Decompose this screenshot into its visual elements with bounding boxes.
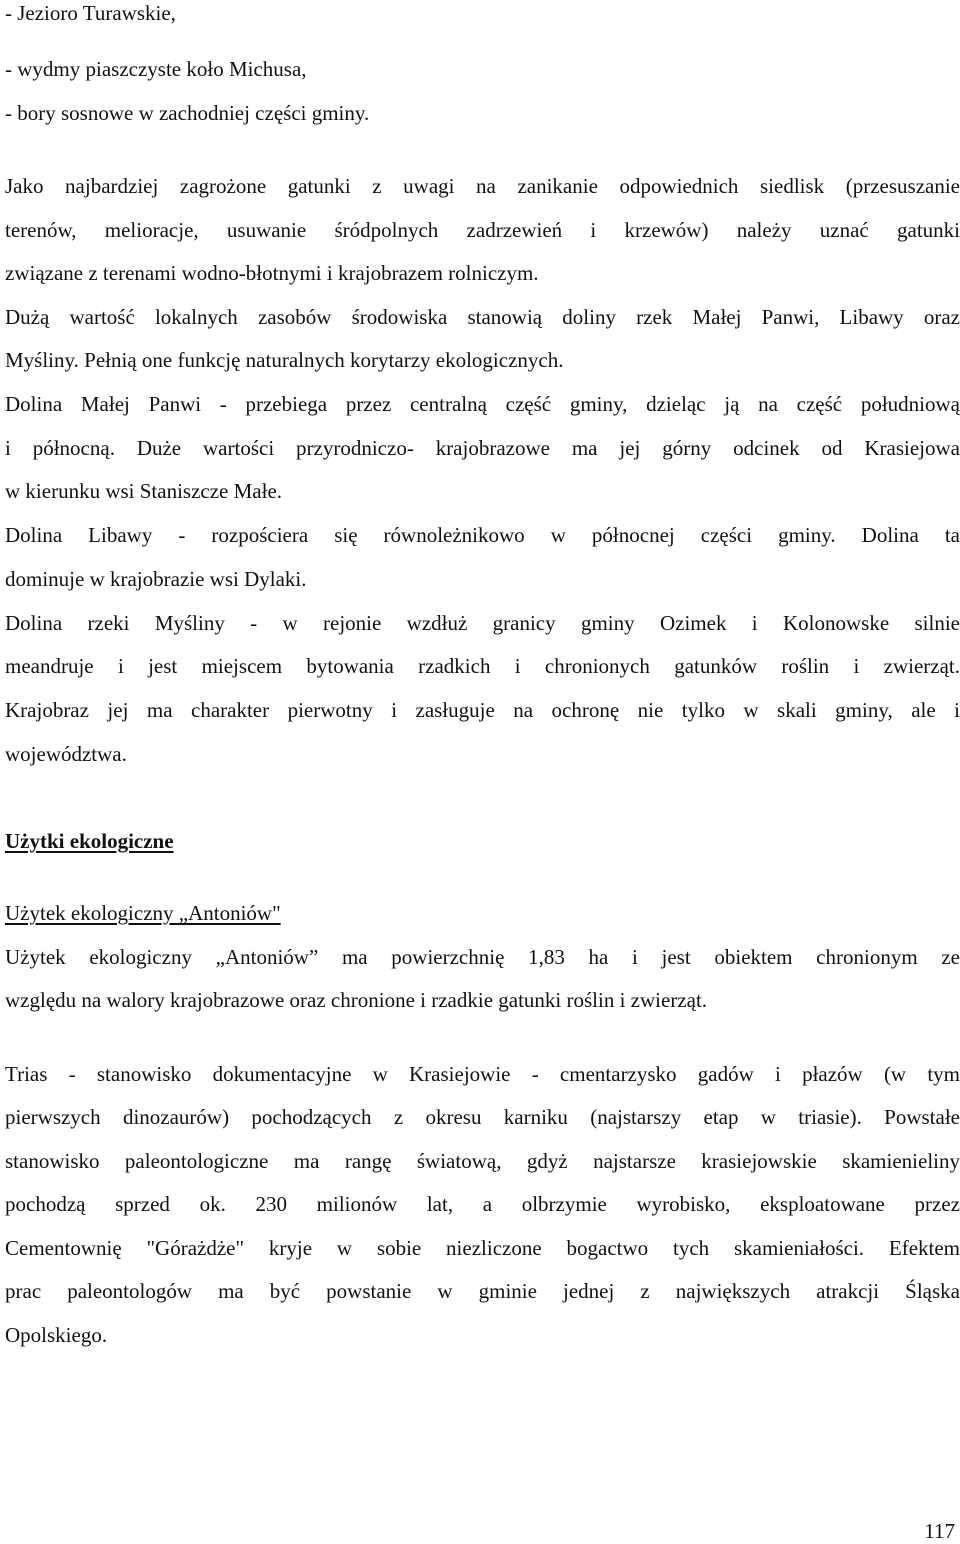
paragraph-line: w kierunku wsi Staniszcze Małe. [5, 479, 283, 503]
paragraph-line: i północną. Duże wartości przyrodniczo- krajobrazowe ma jej górny odcinek od Krasiejowa [5, 436, 960, 460]
paragraph-line: Trias - stanowisko dokumentacyjne w Krasiejowie - cmentarzysko gadów i płazów (w tym [5, 1062, 960, 1086]
subsection-heading: Użytek ekologiczny „Antoniów" [5, 901, 281, 925]
paragraph-line: Dużą wartość lokalnych zasobów środowiska stanowią doliny rzek Małej Panwi, Libawy oraz [5, 305, 960, 329]
paragraph-line: meandruje i jest miejscem bytowania rzadkich i chronionych gatunków roślin i zwierząt. [5, 654, 960, 678]
paragraph-line: pochodzą sprzed ok. 230 milionów lat, a olbrzymie wyrobisko, eksploatowane przez [5, 1192, 960, 1216]
paragraph-line: stanowisko paleontologiczne ma rangę światową, gdyż najstarsze krasiejowskie skamienieliny [5, 1149, 960, 1173]
paragraph-line: pierwszych dinozaurów) pochodzących z okresu karniku (najstarszy etap w triasie). Powstałe [5, 1105, 960, 1129]
list-item: - bory sosnowe w zachodniej części gminy. [5, 101, 370, 125]
paragraph-line: Cementownię "Górażdże" kryje w sobie niezliczone bogactwo tych skamieniałości. Efektem [5, 1236, 960, 1260]
page-number: 117 [924, 1519, 955, 1543]
paragraph-line: Krajobraz jej ma charakter pierwotny i zasługuje na ochronę nie tylko w skali gminy, ale i [5, 698, 960, 722]
paragraph-line: Opolskiego. [5, 1323, 108, 1347]
paragraph-line: Jako najbardziej zagrożone gatunki z uwagi na zanikanie odpowiednich siedlisk (przesuszanie [5, 174, 960, 198]
paragraph-line: terenów, melioracje, usuwanie śródpolnych zadrzewień i krzewów) należy uznać gatunki [5, 218, 960, 242]
paragraph-line: związane z terenami wodno-błotnymi i krajobrazem rolniczym. [5, 261, 539, 285]
paragraph-line: prac paleontologów ma być powstanie w gminie jednej z największych atrakcji Śląska [5, 1279, 960, 1303]
paragraph-line: Użytek ekologiczny „Antoniów” ma powierzchnię 1,83 ha i jest obiektem chronionym ze [5, 945, 960, 969]
paragraph-line: Dolina Małej Panwi - przebiega przez centralną część gminy, dzieląc ją na część południową [5, 392, 960, 416]
paragraph-line: dominuje w krajobrazie wsi Dylaki. [5, 567, 307, 591]
section-heading: Użytki ekologiczne [5, 829, 174, 853]
paragraph-line: względu na walory krajobrazowe oraz chronione i rzadkie gatunki roślin i zwierząt. [5, 988, 708, 1012]
paragraph-line: Dolina Libawy - rozpościera się równoleżnikowo w północnej części gminy. Dolina ta [5, 523, 960, 547]
paragraph-line: Dolina rzeki Myśliny - w rejonie wzdłuż granicy gminy Ozimek i Kolonowske silnie [5, 611, 960, 635]
paragraph-line: województwa. [5, 742, 127, 766]
paragraph-line: Myśliny. Pełnią one funkcję naturalnych korytarzy ekologicznych. [5, 348, 564, 372]
list-item: - Jezioro Turawskie, [5, 1, 176, 25]
list-item: - wydmy piaszczyste koło Michusa, [5, 57, 307, 81]
